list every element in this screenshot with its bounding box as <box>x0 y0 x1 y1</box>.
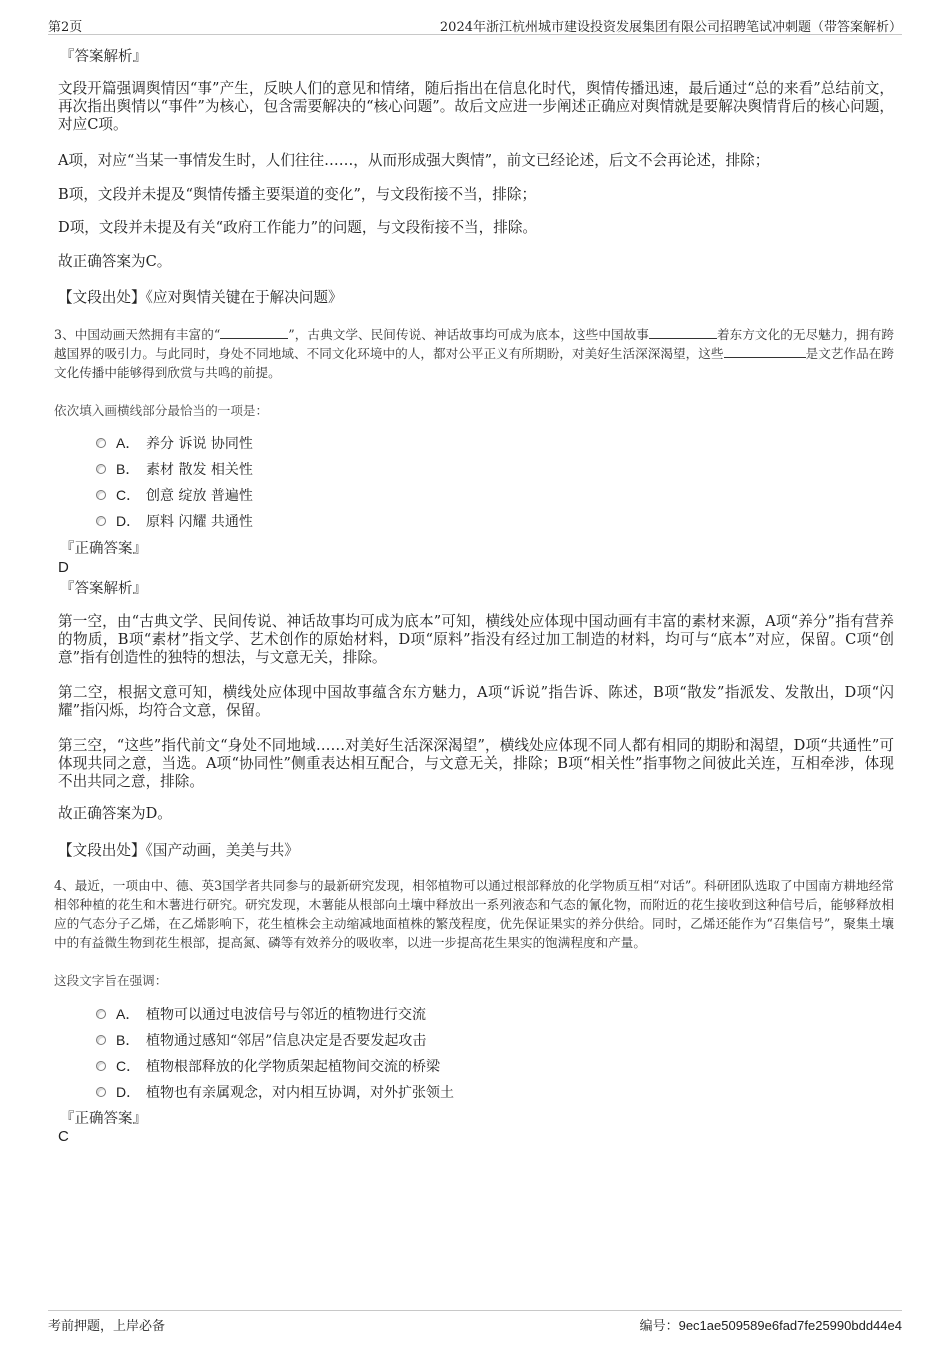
page-header <box>48 14 902 35</box>
radio-icon[interactable] <box>96 438 106 448</box>
q4-option-a[interactable]: A． 植物可以通过电波信号与邻近的植物进行交流 <box>96 1004 426 1024</box>
radio-icon[interactable] <box>96 490 106 500</box>
q3-option-c[interactable]: C． 创意 绽放 普遍性 <box>96 485 253 505</box>
q2-analysis-label: 『答案解析』 <box>60 49 147 65</box>
q2-analysis-paragraph: 文段开篇强调舆情因“事”产生，反映人们的意见和情绪，随后指出在信息化时代，舆情传播迅速，最后通过“总的来看”总结前文，再次指出舆情以“事件”为核心，包含需要解决的“核心问题”。故后文应进一步阐述正确应对舆情就是要解决舆情背后的核心问题，对应C项。 <box>58 80 894 133</box>
page-footer <box>48 1310 902 1335</box>
q3-analysis-paragraph: 第一空，由“古典文学、民间传说、神话故事均可成为底本”可知，横线处应体现中国动画有丰富的素材来源，A项“养分”指有营养的物质，B项“素材”指文学、艺术创作的原始材料，D项“原料”指没有经过加工制造的材料，均可与“底本”对应，保留。C项“创意”指有创造性的独特的想法，与文意无关，排除。 <box>58 613 894 666</box>
q4-option-d[interactable]: D． 植物也有亲属观念，对内相互协调，对外扩张领土 <box>96 1082 454 1102</box>
q3-analysis-paragraph: 第三空，“这些”指代前文“身处不同地域……对美好生活深深渴望”，横线处应体现不同人都有相同的期盼和渴望，D项“共通性”可体现共同之意，当选。A项“协同性”侧重表达相互配合，与文意无关，排除；B项“相关性”指事物之间彼此关连，互相牵涉，体现不出共同之意，排除。 <box>58 737 894 790</box>
q4-prompt: 这段文字旨在强调： <box>54 973 168 988</box>
q2-analysis-paragraph: B项，文段并未提及“舆情传播主要渠道的变化”，与文段衔接不当，排除； <box>58 186 537 203</box>
q3-stem: 3、中国动画天然拥有丰富的“ ”，古典文学、民间传说、神话故事均可成为底本，这些中国故事 着东方文化的无尽魅力，拥有跨越国界的吸引力。与此同时，身处不同地域、不同文化环境中的人，都对公平正义有所期盼，对美好生活深深渴望，这些 是文艺作品在跨文化传播中能够得到欣赏与共鸣的前提。 <box>54 327 895 380</box>
radio-icon[interactable] <box>96 1035 106 1045</box>
q3-answer: D <box>58 559 69 576</box>
blank-3 <box>724 344 806 358</box>
blank-1 <box>220 325 288 339</box>
q4-option-c[interactable]: C． 植物根部释放的化学物质架起植物间交流的桥梁 <box>96 1056 440 1076</box>
q2-conclusion: 故正确答案为C。 <box>58 253 172 270</box>
q4-correct-label: 『正确答案』 <box>60 1111 147 1127</box>
page-number: 第2页 <box>48 20 83 35</box>
q3-option-d[interactable]: D． 原料 闪耀 共通性 <box>96 511 253 531</box>
radio-icon[interactable] <box>96 516 106 526</box>
radio-icon[interactable] <box>96 1087 106 1097</box>
q4-answer: C <box>58 1128 69 1145</box>
q3-source: 【文段出处】《国产动画，美美与共》 <box>58 842 299 859</box>
q3-analysis-label: 『答案解析』 <box>60 581 147 597</box>
blank-2 <box>649 325 717 339</box>
q3-correct-label: 『正确答案』 <box>60 541 147 557</box>
q3-option-b[interactable]: B． 素材 散发 相关性 <box>96 459 253 479</box>
q3-conclusion: 故正确答案为D。 <box>58 805 172 822</box>
document-id: 编号：9ec1ae509589e6fad7fe25990bdd44e4 <box>639 1318 902 1333</box>
radio-icon[interactable] <box>96 1009 106 1019</box>
q2-source: 【文段出处】《应对舆情关键在于解决问题》 <box>58 289 343 306</box>
q4-option-b[interactable]: B． 植物通过感知“邻居”信息决定是否要发起攻击 <box>96 1030 426 1050</box>
q2-analysis-paragraph: A项，对应“当某一事情发生时，人们往往……，从而形成强大舆情”，前文已经论述，后文不会再论述，排除； <box>58 152 770 169</box>
q3-prompt: 依次填入画横线部分最恰当的一项是： <box>54 403 269 418</box>
document-title: 2024年浙江杭州城市建设投资发展集团有限公司招聘笔试冲刺题（带答案解析） <box>439 20 902 35</box>
q3-option-a[interactable]: A． 养分 诉说 协同性 <box>96 433 253 453</box>
q2-analysis-paragraph: D项，文段并未提及有关“政府工作能力”的问题，与文段衔接不当，排除。 <box>58 219 538 236</box>
footer-slogan: 考前押题，上岸必备 <box>48 1319 166 1334</box>
radio-icon[interactable] <box>96 1061 106 1071</box>
q3-analysis-paragraph: 第二空，根据文意可知，横线处应体现中国故事蕴含东方魅力，A项“诉说”指告诉、陈述，B项“散发”指派发、发散出，D项“闪耀”指闪烁，均符合文意，保留。 <box>58 684 894 719</box>
radio-icon[interactable] <box>96 464 106 474</box>
q4-stem: 4、最近，一项由中、德、英3国学者共同参与的最新研究发现，相邻植物可以通过根部释放的化学物质互相“对话”。科研团队选取了中国南方耕地经常相邻种植的花生和木薯进行研究。研究发现，木薯能从根部向土壤中释放出一系列液态和气态的氰化物，而附近的花生接收到这种信号后，能够释放相应的气态分子乙烯，在乙烯影响下，花生植株会主动缩减地面植株的繁茂程度，优先保证果实的养分供给。同时，乙烯还能作为“召集信号”，聚集土壤中的有益微生物到花生根部，提高氮、磷等有效养分的吸收率，以进一步提高花生果实的饱满程度和产量。 <box>54 878 894 950</box>
